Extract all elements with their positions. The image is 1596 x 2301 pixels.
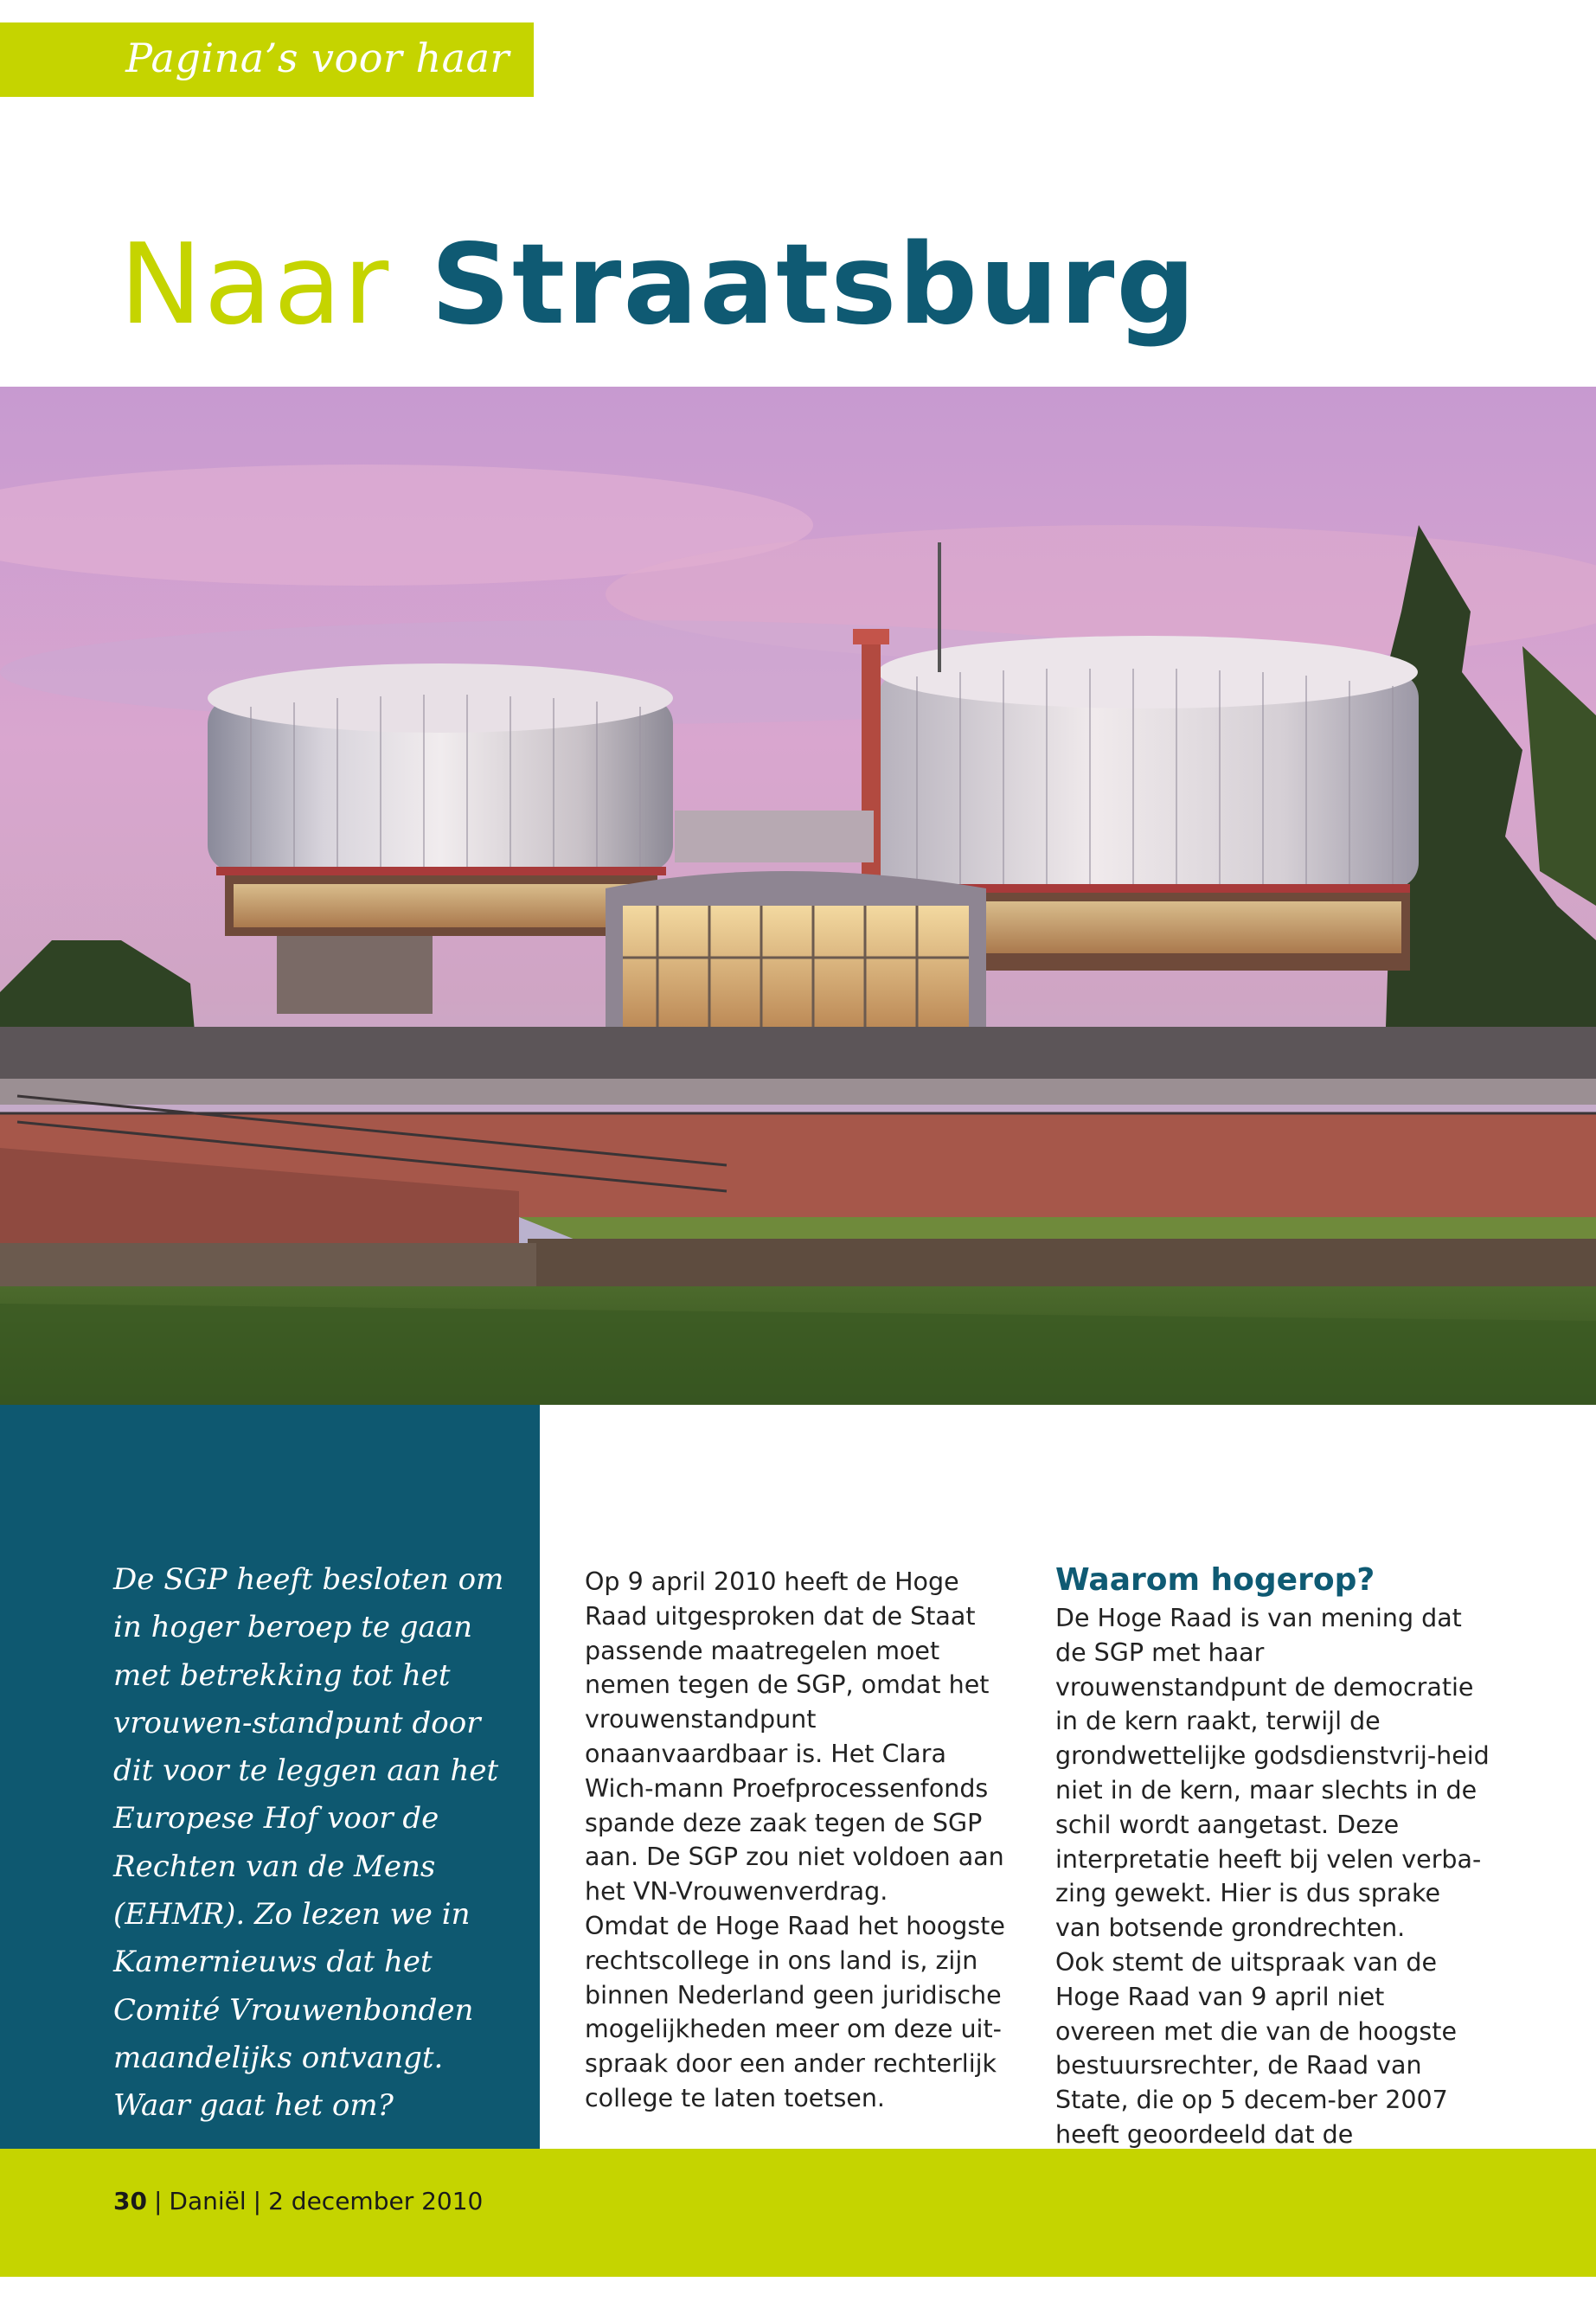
article-column-1 <box>585 1565 1019 2116</box>
headline <box>119 221 1197 350</box>
issue-date: 2 december 2010 <box>268 2187 484 2215</box>
column1-paragraph-1: Op 9 april 2010 heeft de Hoge Raad uitgesproken dat de Staat passende maatregelen moet nemen tegen de SGP, omdat het vrouwenstandpunt onaanvaardbaar is. Het Clara Wich-mann Proefprocessenfonds spande deze zaak tegen de SGP aan. De SGP zou niet voldoen aan het VN-Vrouwenverdrag. <box>585 1567 1004 1907</box>
column1-paragraph-2: Omdat de Hoge Raad het hoogste rechtscollege in ons land is, zijn binnen Nederland geen juridische mogelijkheden meer om deze uit-spraak door een ander rechterlijk college te laten toetsen. <box>585 1911 1005 2112</box>
magazine-name: Daniël <box>169 2187 247 2215</box>
page-number: 30 <box>113 2187 147 2215</box>
column2-paragraph-1: De Hoge Raad is van mening dat de SGP met haar vrouwenstandpunt de democratie in de kern raakt, terwijl de grondwettelijke godsdienstvrij-heid niet in de kern, maar slechts in de schil wordt aangetast. Deze interpretatie heeft bij velen verba-zing gewekt. Hier is dus sprake van botsende grondrechten. <box>1055 1604 1490 1943</box>
lead-intro: De SGP heeft besloten om in hoger beroep te gaan met betrekking tot het vrouwen-standpunt door dit voor te leggen aan het Europese Hof voor de Rechten van de Mens (EHMR). Zo lezen we in Kamernieuws dat het Comité Vrouwenbonden maandelijks ontvangt. Waar gaat het om? <box>113 1562 504 2124</box>
article-column-2 <box>1055 1601 1490 2152</box>
headline-word-2: Straatsburg <box>430 221 1197 349</box>
section-tag <box>0 22 534 97</box>
court-building-photo <box>0 387 1596 1405</box>
subheading: Waarom hogerop? <box>1055 1562 1375 1598</box>
page-footer: 30 | Daniël | 2 december 2010 <box>113 2187 484 2215</box>
section-tag-label: Pagina’s voor haar <box>125 35 510 81</box>
column2-paragraph-2: Ook stemt de uitspraak van de Hoge Raad van 9 april niet overeen met die van de hoogste bestuursrechter, de Raad van State, die op 5 decem-ber 2007 heeft geoordeeld dat de <box>1055 1947 1457 2149</box>
headline-word-1: Naar <box>119 221 391 349</box>
